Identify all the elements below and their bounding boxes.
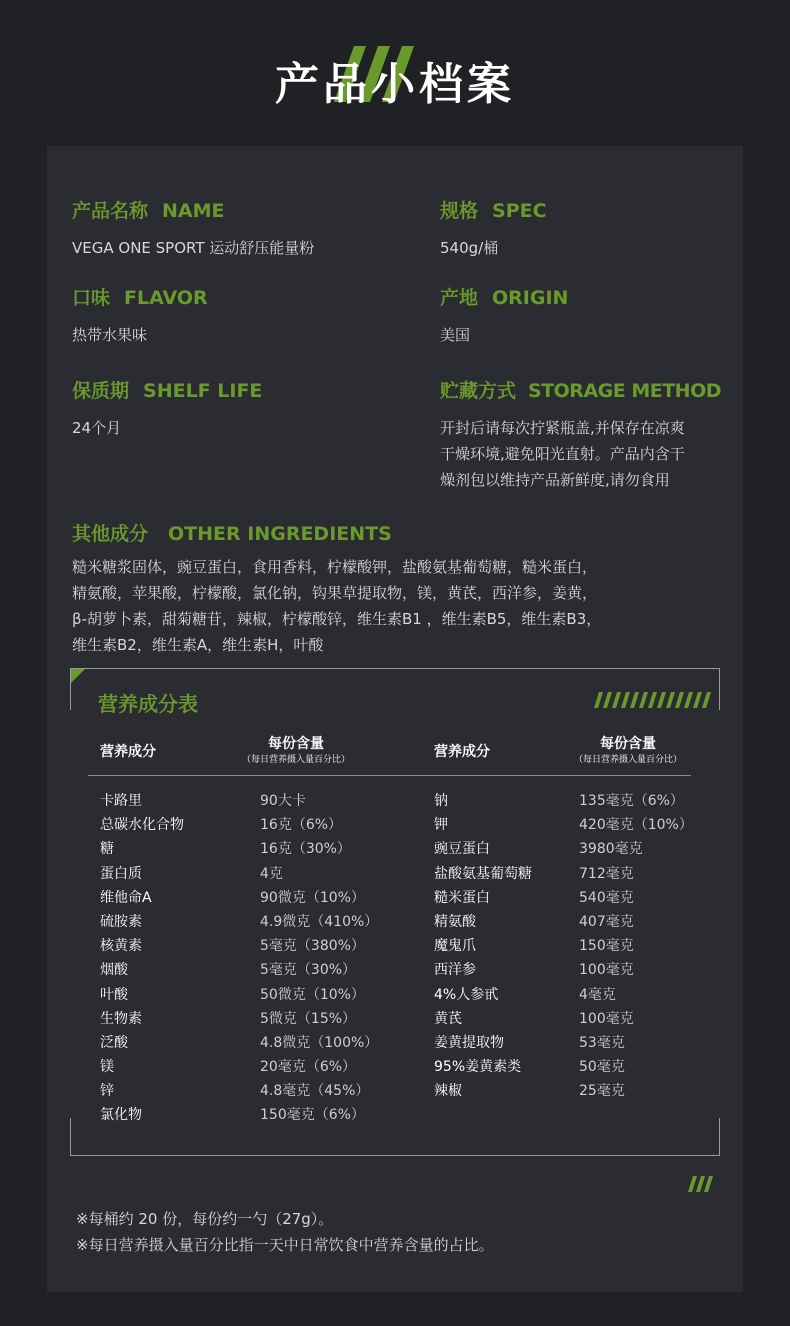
nutrient-amount: 20毫克（6%） xyxy=(260,1059,357,1076)
nutrient-name: 西洋参 xyxy=(434,962,476,979)
flavor-section xyxy=(72,283,208,348)
nutrient-amount: 5毫克（380%） xyxy=(260,938,365,955)
nutrient-amount: 407毫克 xyxy=(579,913,634,930)
nutrition-row xyxy=(100,1104,400,1128)
nutrition-row xyxy=(100,959,400,983)
nutrient-amount: 712毫克 xyxy=(579,865,634,882)
nutrient-amount: 50毫克 xyxy=(579,1059,625,1076)
nutrient-amount: 16克（30%） xyxy=(260,841,351,858)
name-label: 产品名称 NAME xyxy=(72,200,225,222)
nutrition-row xyxy=(100,984,400,1008)
nutrient-name: 姜黄提取物 xyxy=(434,1034,504,1051)
nutrient-name: 氯化物 xyxy=(100,1107,142,1124)
name-section xyxy=(72,196,314,261)
nutrient-name: 叶酸 xyxy=(100,986,128,1003)
nutrient-name: 钠 xyxy=(434,793,448,809)
nutrient-name: 核黄素 xyxy=(100,938,142,955)
footnote-daily-value: ※每日营养摄入量百分比指一天中日常饮食中营养含量的占比。 xyxy=(76,1236,494,1254)
nutrient-amount: 50微克（10%） xyxy=(260,986,365,1003)
nutrient-name: 维他命A xyxy=(100,889,152,906)
nutrition-right-list xyxy=(434,790,734,1104)
table-header-divider xyxy=(88,775,691,776)
nutrient-name: 糖 xyxy=(100,841,114,858)
nutrition-row xyxy=(434,838,734,862)
flavor-label: 口味 FLAVOR xyxy=(72,287,208,309)
col-amount-sub-right: （每日营养摄入量百分比） xyxy=(574,755,683,765)
nutrient-name: 黄芪 xyxy=(434,1010,462,1027)
spec-value: 540g/桶 xyxy=(440,239,499,257)
nutrition-row xyxy=(434,863,734,887)
nutrition-row xyxy=(100,1032,400,1056)
nutrient-name: 泛酸 xyxy=(100,1034,128,1051)
nutrition-row xyxy=(434,984,734,1008)
nutrition-title: 营养成分表 xyxy=(98,692,198,716)
page-title: 产品小档案 xyxy=(275,59,515,110)
origin-value: 美国 xyxy=(440,326,471,344)
nutrient-amount: 4毫克 xyxy=(579,986,616,1003)
nutrition-row xyxy=(100,790,400,814)
nutrition-row xyxy=(100,838,400,862)
shelf-life-section xyxy=(72,376,262,441)
nutrition-row xyxy=(434,959,734,983)
nutrient-name: 糙米蛋白 xyxy=(434,889,490,906)
nutrient-amount: 90微克（10%） xyxy=(260,889,365,906)
nutrition-row xyxy=(100,814,400,838)
nutrient-amount: 3980毫克 xyxy=(579,841,643,858)
nutrition-row xyxy=(434,911,734,935)
storage-section xyxy=(440,376,721,493)
nutrient-amount: 100毫克 xyxy=(579,962,634,979)
footnote-servings: ※每桶约 20 份，每份约一勺（27g）。 xyxy=(76,1210,334,1228)
nutrition-row xyxy=(434,814,734,838)
nutrition-row xyxy=(100,863,400,887)
origin-section xyxy=(440,283,568,348)
nutrition-row xyxy=(434,790,734,814)
nutrient-name: 辣椒 xyxy=(434,1083,462,1100)
storage-value: 开封后请每次拧紧瓶盖,并保存在凉爽 干燥环境,避免阳光直射。产品内含干 燥剂包以维持产品新鲜度,请勿食用 xyxy=(440,419,685,489)
nutrient-name: 卡路里 xyxy=(100,793,142,809)
nutrition-row xyxy=(434,1080,734,1104)
nutrient-amount: 150毫克 xyxy=(579,938,634,955)
hatch-stripes-small-icon xyxy=(688,1176,714,1192)
nutrient-amount: 100毫克 xyxy=(579,1010,634,1027)
nutrition-row xyxy=(100,935,400,959)
nutrition-row xyxy=(434,1008,734,1032)
nutrient-name: 精氨酸 xyxy=(434,913,476,930)
nutrient-amount: 5微克（15%） xyxy=(260,1010,357,1027)
shelf-life-value: 24个月 xyxy=(72,419,122,437)
nutrient-name: 锌 xyxy=(100,1083,114,1100)
nutrient-amount: 4.8微克（100%） xyxy=(260,1034,379,1051)
col-amount-header-left: 每份含量 xyxy=(268,736,324,752)
nutrition-row xyxy=(100,1080,400,1104)
nutrient-name: 烟酸 xyxy=(100,962,128,979)
nutrient-amount: 420毫克（10%） xyxy=(579,817,693,834)
header xyxy=(0,40,790,110)
ingredients-value: 糙米糖浆固体，豌豆蛋白，食用香料，柠檬酸钾，盐酸氨基葡萄糖，糙米蛋白， 精氨酸，苹果酸，柠檬酸，氯化钠，钩果草提取物，镁，黄芪，西洋参，姜黄， β-胡萝卜素，甜菊糖苷，辣椒，柠檬酸锌，维生素B1 ，维生素B5，维生素B3， 维生素B2，维生素A，维生素H，叶酸 xyxy=(72,558,602,654)
nutrient-name: 盐酸氨基葡萄糖 xyxy=(434,865,532,882)
name-value: VEGA ONE SPORT 运动舒压能量粉 xyxy=(72,239,315,257)
nutrient-name: 钾 xyxy=(434,817,448,834)
nutrient-name: 硫胺素 xyxy=(100,913,142,930)
nutrient-name: 魔鬼爪 xyxy=(434,938,476,955)
nutrient-name: 豌豆蛋白 xyxy=(434,841,490,858)
nutrient-name: 生物素 xyxy=(100,1010,142,1027)
flavor-value: 热带水果味 xyxy=(72,326,148,344)
nutrient-amount: 25毫克 xyxy=(579,1083,625,1100)
nutrient-amount: 4.9微克（410%） xyxy=(260,913,379,930)
origin-label: 产地 ORIGIN xyxy=(440,287,569,309)
nutrition-row xyxy=(434,887,734,911)
nutrition-row xyxy=(434,1032,734,1056)
col-name-header-left: 营养成分 xyxy=(100,744,156,760)
col-amount-header-right: 每份含量 xyxy=(600,736,656,752)
nutrient-amount: 4.8毫克（45%） xyxy=(260,1083,370,1100)
nutrient-name: 蛋白质 xyxy=(100,865,142,882)
ingredients-section xyxy=(72,519,672,658)
nutrient-amount: 90大卡 xyxy=(260,793,306,809)
col-amount-sub-left: （每日营养摄入量百分比） xyxy=(242,755,351,765)
footnotes xyxy=(76,1206,494,1258)
nutrient-amount: 4克 xyxy=(260,865,283,882)
nutrition-row xyxy=(434,935,734,959)
nutrition-row xyxy=(100,887,400,911)
hatch-stripes-icon xyxy=(594,692,712,708)
nutrient-name: 95%姜黄素类 xyxy=(434,1059,522,1076)
nutrition-row xyxy=(434,1056,734,1080)
nutrient-name: 4%人参甙 xyxy=(434,986,499,1003)
nutrition-row xyxy=(100,911,400,935)
shelf-life-label: 保质期 SHELF LIFE xyxy=(72,380,263,402)
nutrition-row xyxy=(100,1008,400,1032)
nutrient-amount: 53毫克 xyxy=(579,1034,625,1051)
nutrient-amount: 540毫克 xyxy=(579,889,634,906)
storage-label: 贮藏方式 STORAGE METHOD xyxy=(440,380,722,402)
nutrient-name: 总碳水化合物 xyxy=(100,817,184,834)
spec-label: 规格 SPEC xyxy=(440,200,547,222)
nutrient-amount: 150毫克（6%） xyxy=(260,1107,365,1124)
nutrient-name: 镁 xyxy=(100,1059,114,1076)
col-name-header-right: 营养成分 xyxy=(434,744,490,760)
nutrient-amount: 16克（6%） xyxy=(260,817,343,834)
spec-section xyxy=(440,196,547,261)
nutrition-row xyxy=(100,1056,400,1080)
nutrient-amount: 135毫克（6%） xyxy=(579,793,684,809)
ingredients-label: 其他成分 OTHER INGREDIENTS xyxy=(72,523,392,545)
corner-triangle-icon xyxy=(71,669,85,683)
nutrition-left-list xyxy=(100,790,400,1129)
nutrient-amount: 5毫克（30%） xyxy=(260,962,357,979)
